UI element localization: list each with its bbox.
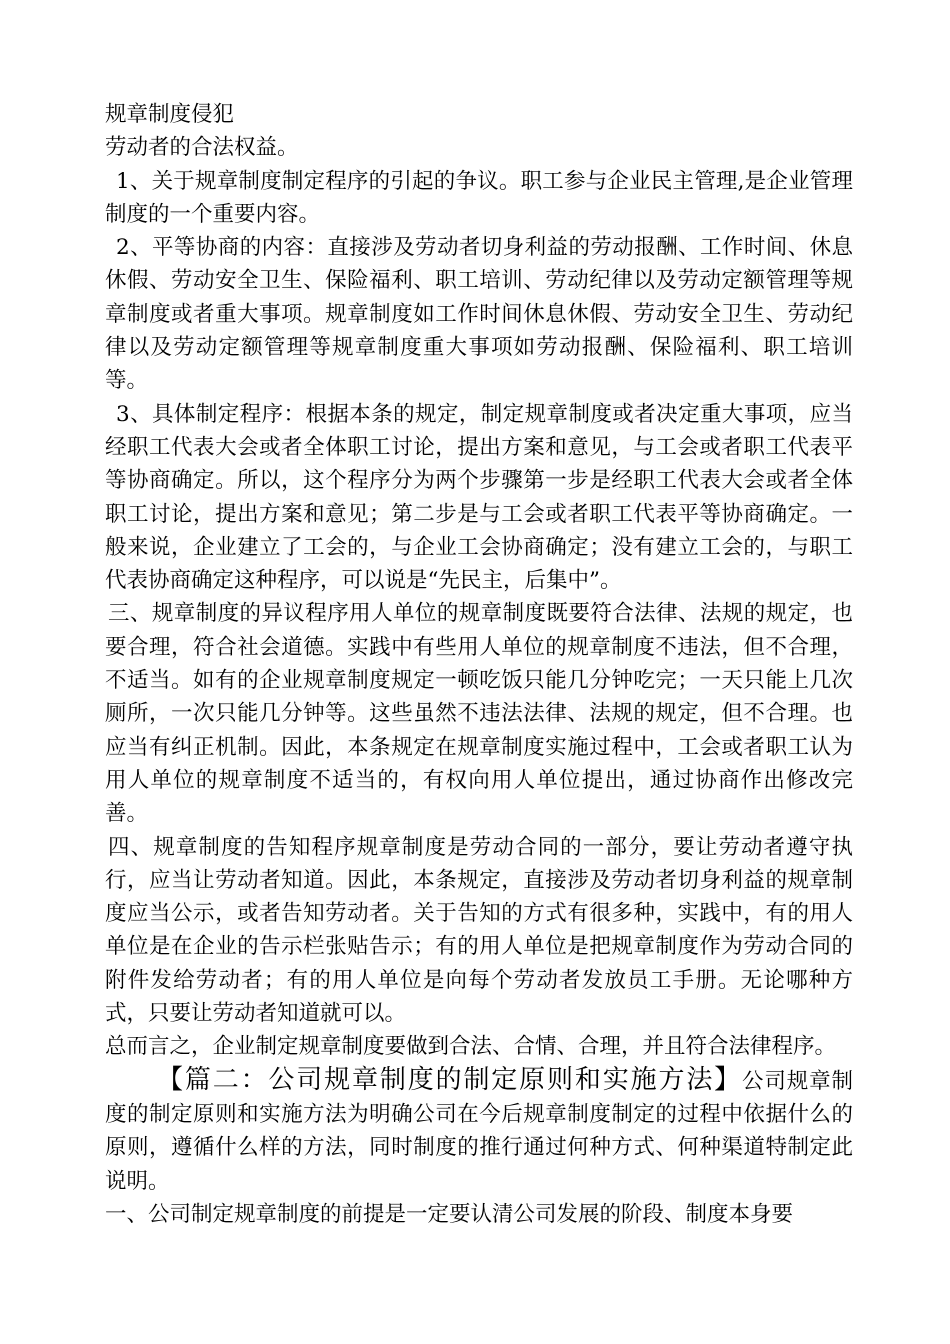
paragraph-section-4: 四、规章制度的告知程序规章制度是劳动合同的一部分，要让劳动者遵守执行，应当让劳动者知道。因此，本条规定，直接涉及劳动者切身利益的规章制度应当公示，或者告知劳动者。关于告知的方式有很多种，实践中，有的用人单位是在企业的告示栏张贴告示；有的用人单位是把规章制度作为劳动合同的附件发给劳动者；有的用人单位是向每个劳动者发放员工手册。无论哪种方式，只要让劳动者知道就可以。 [105, 834, 853, 1027]
paragraph-item-3: 3、具体制定程序：根据本条的规定，制定规章制度或者决定重大事项，应当经职工代表大会或者全体职工讨论，提出方案和意见，与工会或者职工代表平等协商确定。所以，这个程序分为两个步骤第一步是经职工代表大会或者全体职工讨论，提出方案和意见；第二步是与工会或者职工代表平等协商确定。一般来说，企业建立了工会的，与企业工会协商确定；没有建立工会的，与职工代表协商确定这种程序，可以说是“先民主，后集中”。 [105, 401, 853, 594]
paragraph-item-2: 2、平等协商的内容：直接涉及劳动者切身利益的劳动报酬、工作时间、休息休假、劳动安全卫生、保险福利、职工培训、劳动纪律以及劳动定额管理等规章制度或者重大事项。规章制度如工作时间休息休假、劳动安全卫生、劳动纪律以及劳动定额管理等规章制度重大事项如劳动报酬、保险福利、职工培训等。 [105, 235, 853, 394]
paragraph-summary: 总而言之，企业制定规章制度要做到合法、合情、合理，并且符合法律程序。 [105, 1034, 837, 1060]
paragraph-part-two [105, 1064, 853, 1198]
paragraph-intro-line: 规章制度侵犯 [105, 102, 235, 127]
paragraph-intro-continuation: 劳动者的合法权益。 [105, 135, 299, 161]
document-page [105, 98, 853, 1231]
paragraph-part-two-section-1: 一、公司制定规章制度的前提是一定要认清公司发展的阶段、制度本身要 [105, 1201, 794, 1227]
paragraph-item-1: 1、关于规章制度制定程序的引起的争议。职工参与企业民主管理,是企业管理制度的一个重要内容。 [105, 168, 853, 227]
part-two-heading: 【篇二：公司规章制度的制定原则和实施方法】 [157, 1064, 743, 1095]
part-two-body: 公司规章制度的制定原则和实施方法为明确公司在今后规章制度制定的过程中依据什么的原则，遵循什么样的方法，同时制度的推行通过何种方式、何种渠道特制定此说明。 [105, 1068, 853, 1194]
paragraph-section-3: 三、规章制度的异议程序用人单位的规章制度既要符合法律、法规的规定，也要合理，符合社会道德。实践中有些用人单位的规章制度不违法，但不合理，不适当。如有的企业规章制度规定一顿吃饭只能几分钟吃完；一天只能上几次厕所，一次只能几分钟等。这些虽然不违法法律、法规的规定，但不合理。也应当有纠正机制。因此，本条规定在规章制度实施过程中，工会或者职工认为用人单位的规章制度不适当的，有权向用人单位提出，通过协商作出修改完善。 [105, 601, 853, 827]
